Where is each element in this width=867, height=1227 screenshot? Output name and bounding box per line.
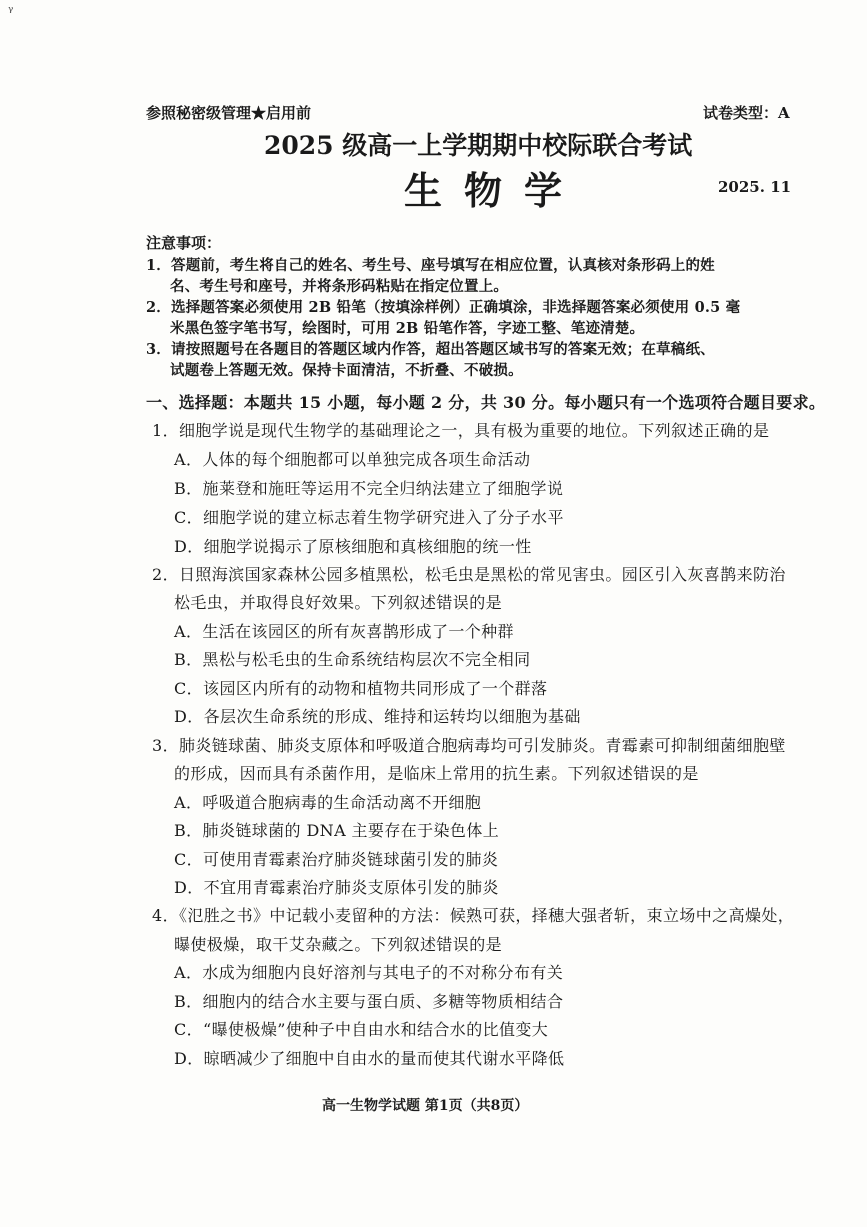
question-4-option-b: B．细胞内的结合水主要与蛋白质、多糖等物质相结合 <box>174 992 564 1011</box>
subject-title: 生物学 <box>404 168 585 213</box>
question-3-option-a: A．呼吸道合胞病毒的生命活动离不开细胞 <box>174 793 482 812</box>
question-2-option-a: A．生活在该园区的所有灰喜鹊形成了一个种群 <box>174 622 514 641</box>
question-2-option-d: D．各层次生命系统的形成、维持和运转均以细胞为基础 <box>174 707 581 726</box>
question-1-option-c: C．细胞学说的建立标志着生物学研究进入了分子水平 <box>174 508 564 527</box>
question-4-option-d: D．晾晒减少了细胞中自由水的量而使其代谢水平降低 <box>174 1049 565 1068</box>
question-4-stem-line-1: 4．《氾胜之书》中记载小麦留种的方法：候熟可获，择穗大强者斩，束立场中之高燥处， <box>152 906 795 925</box>
question-2-stem-line-1: 2．日照海滨国家森林公园多植黑松，松毛虫是黑松的常见害虫。园区引入灰喜鹊来防治 <box>152 565 786 584</box>
question-1-option-a: A．人体的每个细胞都可以单独完成各项生命活动 <box>174 450 531 469</box>
exam-date: 2025. 11 <box>718 178 792 196</box>
corner-mark: ᵞ <box>8 4 14 20</box>
notice-item-3-line-1: 3．请按照题号在各题目的答题区域内作答，超出答题区域书写的答案无效；在草稿纸、 <box>146 341 715 358</box>
question-4-option-c: C．“曝使极燥”使种子中自由水和结合水的比值变大 <box>174 1020 549 1039</box>
section-heading: 一、选择题：本题共 15 小题，每小题 2 分，共 30 分。每小题只有一个选项符合题目要求。 <box>146 393 826 412</box>
question-2-option-b: B．黑松与松毛虫的生命系统结构层次不完全相同 <box>174 650 531 669</box>
question-3-option-b: B．肺炎链球菌的 DNA 主要存在于染色体上 <box>174 821 500 840</box>
notice-item-1-line-2: 名、考生号和座号，并将条形码粘贴在指定位置上。 <box>170 278 509 295</box>
question-2-option-c: C．该园区内所有的动物和植物共同形成了一个群落 <box>174 679 548 698</box>
notice-item-1-line-1: 1．答题前，考生将自己的姓名、考生号、座号填写在相应位置，认真核对条形码上的姓 <box>146 257 715 274</box>
notice-title: 注意事项： <box>146 234 222 252</box>
question-3-stem-line-1: 3．肺炎链球菌、肺炎支原体和呼吸道合胞病毒均可引发肺炎。青霉素可抑制细菌细胞壁 <box>152 736 786 755</box>
secret-level-label: 参照秘密级管理★启用前 <box>146 104 312 122</box>
exam-title: 2025 级高一上学期期中校际联合考试 <box>264 131 693 160</box>
question-3-option-d: D．不宜用青霉素治疗肺炎支原体引发的肺炎 <box>174 878 499 897</box>
question-1-option-d: D．细胞学说揭示了原核细胞和真核细胞的统一性 <box>174 537 532 556</box>
question-1-stem: 1．细胞学说是现代生物学的基础理论之一，具有极为重要的地位。下列叙述正确的是 <box>152 421 770 440</box>
question-2-stem-line-2: 松毛虫，并取得良好效果。下列叙述错误的是 <box>174 593 503 612</box>
page-footer: 高一生物学试题 第1页（共8页） <box>322 1098 529 1114</box>
notice-item-3-line-2: 试题卷上答题无效。保持卡面清洁，不折叠、不破损。 <box>170 362 523 379</box>
notice-item-2-line-1: 2．选择题答案必须使用 2B 铅笔（按填涂样例）正确填涂，非选择题答案必须使用 0.5 毫 <box>146 299 741 316</box>
notice-item-2-line-2: 米黑色签字笔书写，绘图时，可用 2B 铅笔作答，字迹工整、笔迹清楚。 <box>170 320 645 337</box>
question-3-option-c: C．可使用青霉素治疗肺炎链球菌引发的肺炎 <box>174 850 499 869</box>
question-1-option-b: B．施莱登和施旺等运用不完全归纳法建立了细胞学说 <box>174 479 564 498</box>
question-4-stem-line-2: 曝使极燥，取干艾杂藏之。下列叙述错误的是 <box>174 935 503 954</box>
question-3-stem-line-2: 的形成，因而具有杀菌作用，是临床上常用的抗生素。下列叙述错误的是 <box>174 764 699 783</box>
question-4-option-a: A．水成为细胞内良好溶剂与其电子的不对称分布有关 <box>174 963 564 982</box>
paper-type-label: 试卷类型：A <box>703 104 790 122</box>
